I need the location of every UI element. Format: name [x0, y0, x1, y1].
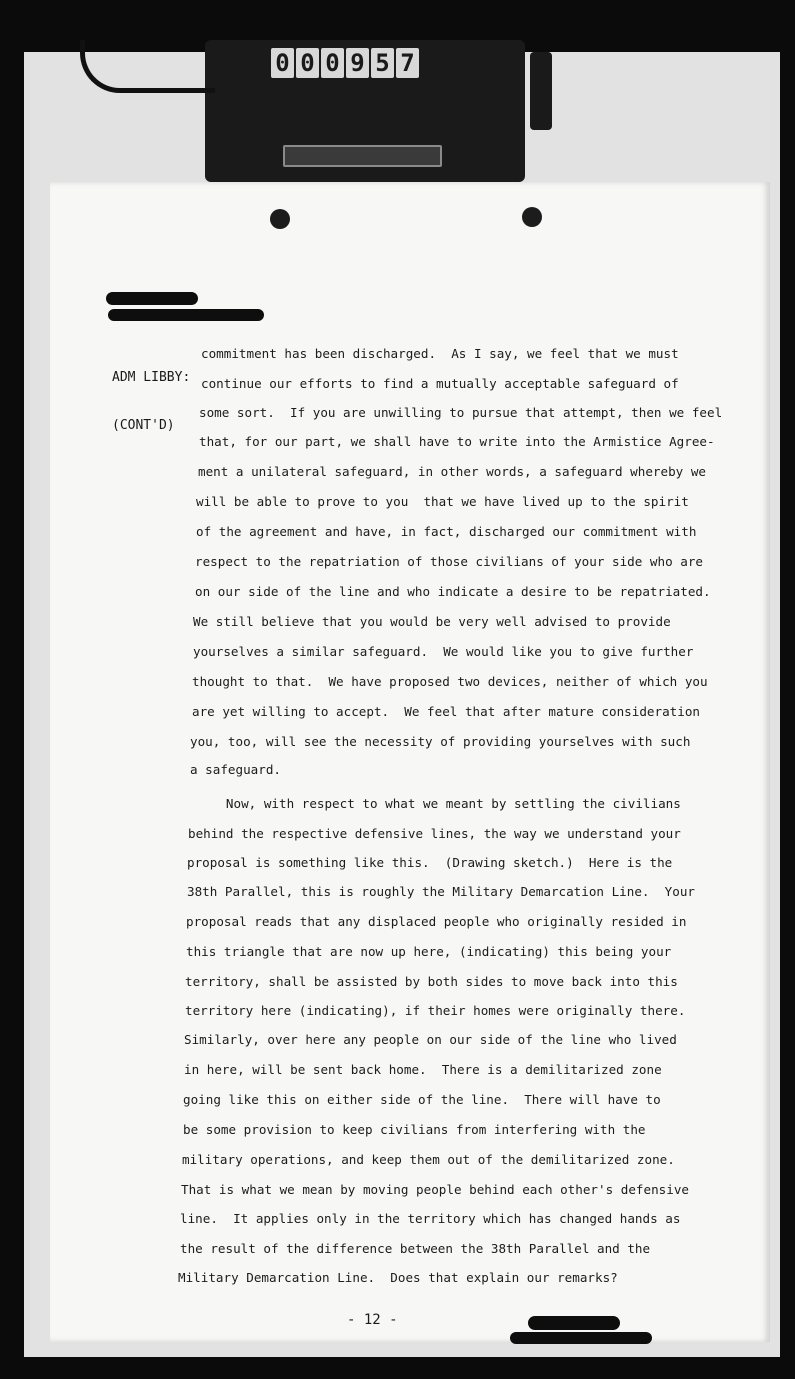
device-plate [283, 145, 442, 167]
transcript-line: the result of the difference between the 38th Parallel and the [180, 1241, 651, 1256]
speaker-continued: (CONT'D) [112, 418, 175, 433]
frame-counter-device [205, 40, 525, 182]
transcript-line: that, for our part, we shall have to write into the Armistice Agree- [199, 434, 715, 449]
transcript-line: line. It applies only in the territory which has changed hands as [180, 1211, 681, 1226]
redaction-bar [108, 309, 264, 321]
counter-digit: 0 [296, 48, 319, 78]
transcript-line: military operations, and keep them out of the demilitarized zone. [182, 1152, 675, 1167]
counter-digit: 9 [346, 48, 369, 78]
transcript-line: proposal is something like this. (Drawing sketch.) Here is the [187, 855, 673, 870]
transcript-line: you, too, will see the necessity of providing yourselves with such [190, 734, 691, 749]
transcript-line: That is what we mean by moving people behind each other's defensive [181, 1182, 689, 1197]
redaction-bar [510, 1332, 652, 1344]
transcript-line: commitment has been discharged. As I say, we feel that we must [201, 346, 679, 361]
counter-digit: 0 [271, 48, 294, 78]
transcript-line: this triangle that are now up here, (indicating) this being your [186, 944, 672, 959]
transcript-line: Military Demarcation Line. Does that explain our remarks? [178, 1270, 618, 1285]
transcript-line: some sort. If you are unwilling to pursue that attempt, then we feel [199, 405, 723, 420]
redaction-bar [106, 292, 198, 305]
speaker-name: ADM LIBBY: [112, 370, 191, 385]
punch-hole-left [270, 209, 290, 229]
transcript-line: will be able to prove to you that we have lived up to the spirit [196, 494, 689, 509]
cable [80, 40, 215, 93]
transcript-line: respect to the repatriation of those civilians of your side who are [195, 554, 703, 569]
transcript-line: yourselves a similar safeguard. We would like you to give further [193, 644, 694, 659]
punch-hole-right [522, 207, 542, 227]
transcript-line: 38th Parallel, this is roughly the Military Demarcation Line. Your [187, 884, 695, 899]
transcript-line: territory here (indicating), if their homes were originally there. [185, 1003, 686, 1018]
transcript-line: of the agreement and have, in fact, discharged our commitment with [196, 524, 697, 539]
transcript-line: Now, with respect to what we meant by settling the civilians [188, 796, 681, 811]
device-knob [530, 52, 552, 130]
redaction-bar [528, 1316, 620, 1330]
transcript-line: are yet willing to accept. We feel that after mature consideration [192, 704, 700, 719]
counter-digit: 7 [396, 48, 419, 78]
transcript-line: proposal reads that any displaced people who originally resided in [186, 914, 687, 929]
transcript-line: be some provision to keep civilians from interfering with the [183, 1122, 646, 1137]
frame-counter [271, 48, 419, 78]
page-number: - 12 - [347, 1312, 398, 1328]
transcript-line: going like this on either side of the line. There will have to [183, 1092, 661, 1107]
speaker-label [112, 338, 190, 466]
transcript-line: ment a unilateral safeguard, in other words, a safeguard whereby we [198, 464, 706, 479]
transcript-line: territory, shall be assisted by both sides to move back into this [185, 974, 678, 989]
transcript-line: a safeguard. [190, 762, 281, 777]
transcript-line: in here, will be sent back home. There is a demilitarized zone [184, 1062, 662, 1077]
counter-digit: 5 [371, 48, 394, 78]
transcript-line: on our side of the line and who indicate a desire to be repatriated. [195, 584, 711, 599]
transcript-line: Similarly, over here any people on our side of the line who lived [184, 1032, 677, 1047]
transcript-line: behind the respective defensive lines, the way we understand your [188, 826, 681, 841]
transcript-line: continue our efforts to find a mutually acceptable safeguard of [201, 376, 679, 391]
transcript-line: thought to that. We have proposed two devices, neither of which you [192, 674, 708, 689]
counter-digit: 0 [321, 48, 344, 78]
transcript-line: We still believe that you would be very well advised to provide [193, 614, 671, 629]
